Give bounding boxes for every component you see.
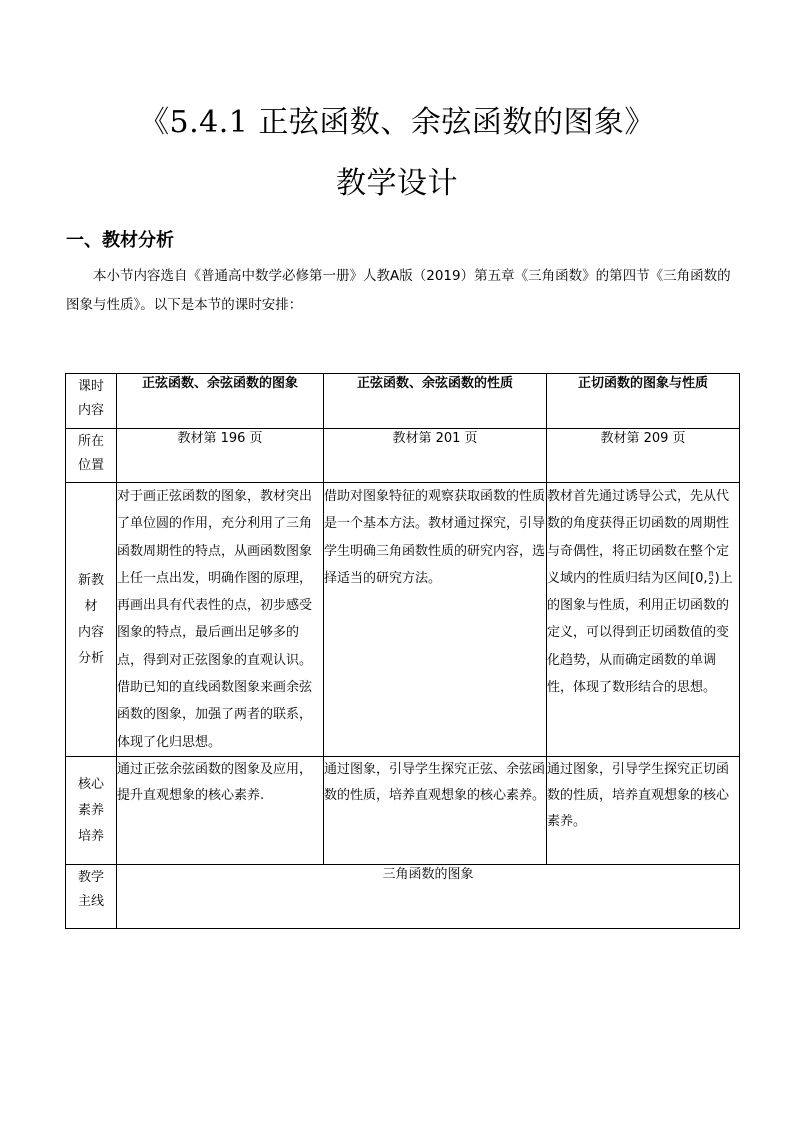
analysis-text-before: 教材首先通过诱导公式，先从代数的角度获得正切函数的周期性与奇偶性，将正切函数在整个定义域内的性质归结为区间[0, xyxy=(547,489,730,586)
literacy-cell-1: 通过正弦余弦函数的图象及应用，提升直观想象的核心素养. xyxy=(117,757,324,865)
table-row-lesson xyxy=(66,374,740,429)
analysis-cell-2: 借助对图象特征的观察获取函数的性质是一个基本方法。教材通过探究，引导学生明确三角函数性质的研究内容，选择适当的研究方法。 xyxy=(324,483,547,757)
analysis-text-after: )上的图象与性质，利用正切函数的定义，可以得到正切函数值的变化趋势，从而确定函数的单调性，体现了数形结合的思想。 xyxy=(547,570,733,696)
row-label-line: 课时 xyxy=(77,379,104,394)
row-label-line: 新教 xyxy=(77,572,104,588)
row-label-line: 材 xyxy=(84,598,98,614)
location-cell-1: 教材第 196 页 xyxy=(117,429,324,483)
literacy-cell-3: 通过图象，引导学生探究正切函数的性质，培养直观想象的核心素养。 xyxy=(547,757,740,865)
fraction-denominator: 2 xyxy=(708,577,714,587)
row-label-line: 内容 xyxy=(77,403,104,418)
row-label-line: 位置 xyxy=(77,458,104,473)
table-row-analysis xyxy=(66,483,740,757)
row-label-literacy xyxy=(66,757,117,865)
row-label-line: 分析 xyxy=(77,650,104,666)
row-label-line: 核心 xyxy=(77,776,104,792)
intro-paragraph: 本小节内容选自《普通高中数学必修第一册》人教A版（2019）第五章《三角函数》的第四节《三角函数的图象与性质》。以下是本节的课时安排： xyxy=(66,268,731,313)
row-label-line: 教学 xyxy=(77,870,104,885)
row-label-mainline xyxy=(66,865,117,929)
row-label-lesson xyxy=(66,374,117,429)
row-label-line: 培养 xyxy=(77,828,104,844)
analysis-cell-1: 对于画正弦函数的图象，教材突出了单位圆的作用，充分利用了三角函数周期性的特点，从画函数图象上任一点出发，明确作图的原理，再画出具有代表性的点，初步感受图象的特点，最后画出足够多的点，得到对正弦图象的直观认识。借助已知的直线函数图象来画余弦函数的图象，加强了两者的联系，体现了化归思想。 xyxy=(117,483,324,757)
row-label-location xyxy=(66,429,117,483)
fraction-numerator: π xyxy=(708,569,714,579)
analysis-cell-3 xyxy=(547,483,740,757)
doc-title: 《5.4.1 正弦函数、余弦函数的图象》 xyxy=(139,105,655,140)
row-label-line: 素养 xyxy=(77,802,104,818)
table-row-literacy xyxy=(66,757,740,865)
literacy-cell-2: 通过图象，引导学生探究正弦、余弦函数的性质，培养直观想象的核心素养。 xyxy=(324,757,547,865)
table-row-mainline xyxy=(66,865,740,929)
table-row-location xyxy=(66,429,740,483)
section-heading-textbook-analysis: 一、教材分析 xyxy=(66,230,174,251)
location-cell-2: 教材第 201 页 xyxy=(324,429,547,483)
col-title-sin-cos-graph: 正弦函数、余弦函数的图象 xyxy=(117,374,324,429)
location-cell-3: 教材第 209 页 xyxy=(547,429,740,483)
row-label-line: 所在 xyxy=(77,434,104,449)
fraction-pi-over-2 xyxy=(708,570,713,586)
col-title-tan: 正切函数的图象与性质 xyxy=(547,374,740,429)
col-title-sin-cos-property: 正弦函数、余弦函数的性质 xyxy=(324,374,547,429)
row-label-line: 主线 xyxy=(77,894,104,909)
row-label-line: 内容 xyxy=(77,624,104,640)
row-label-analysis xyxy=(66,483,117,757)
lesson-plan-table xyxy=(65,373,740,929)
doc-subtitle: 教学设计 xyxy=(336,166,458,201)
mainline-cell: 三角函数的图象 xyxy=(117,865,740,929)
